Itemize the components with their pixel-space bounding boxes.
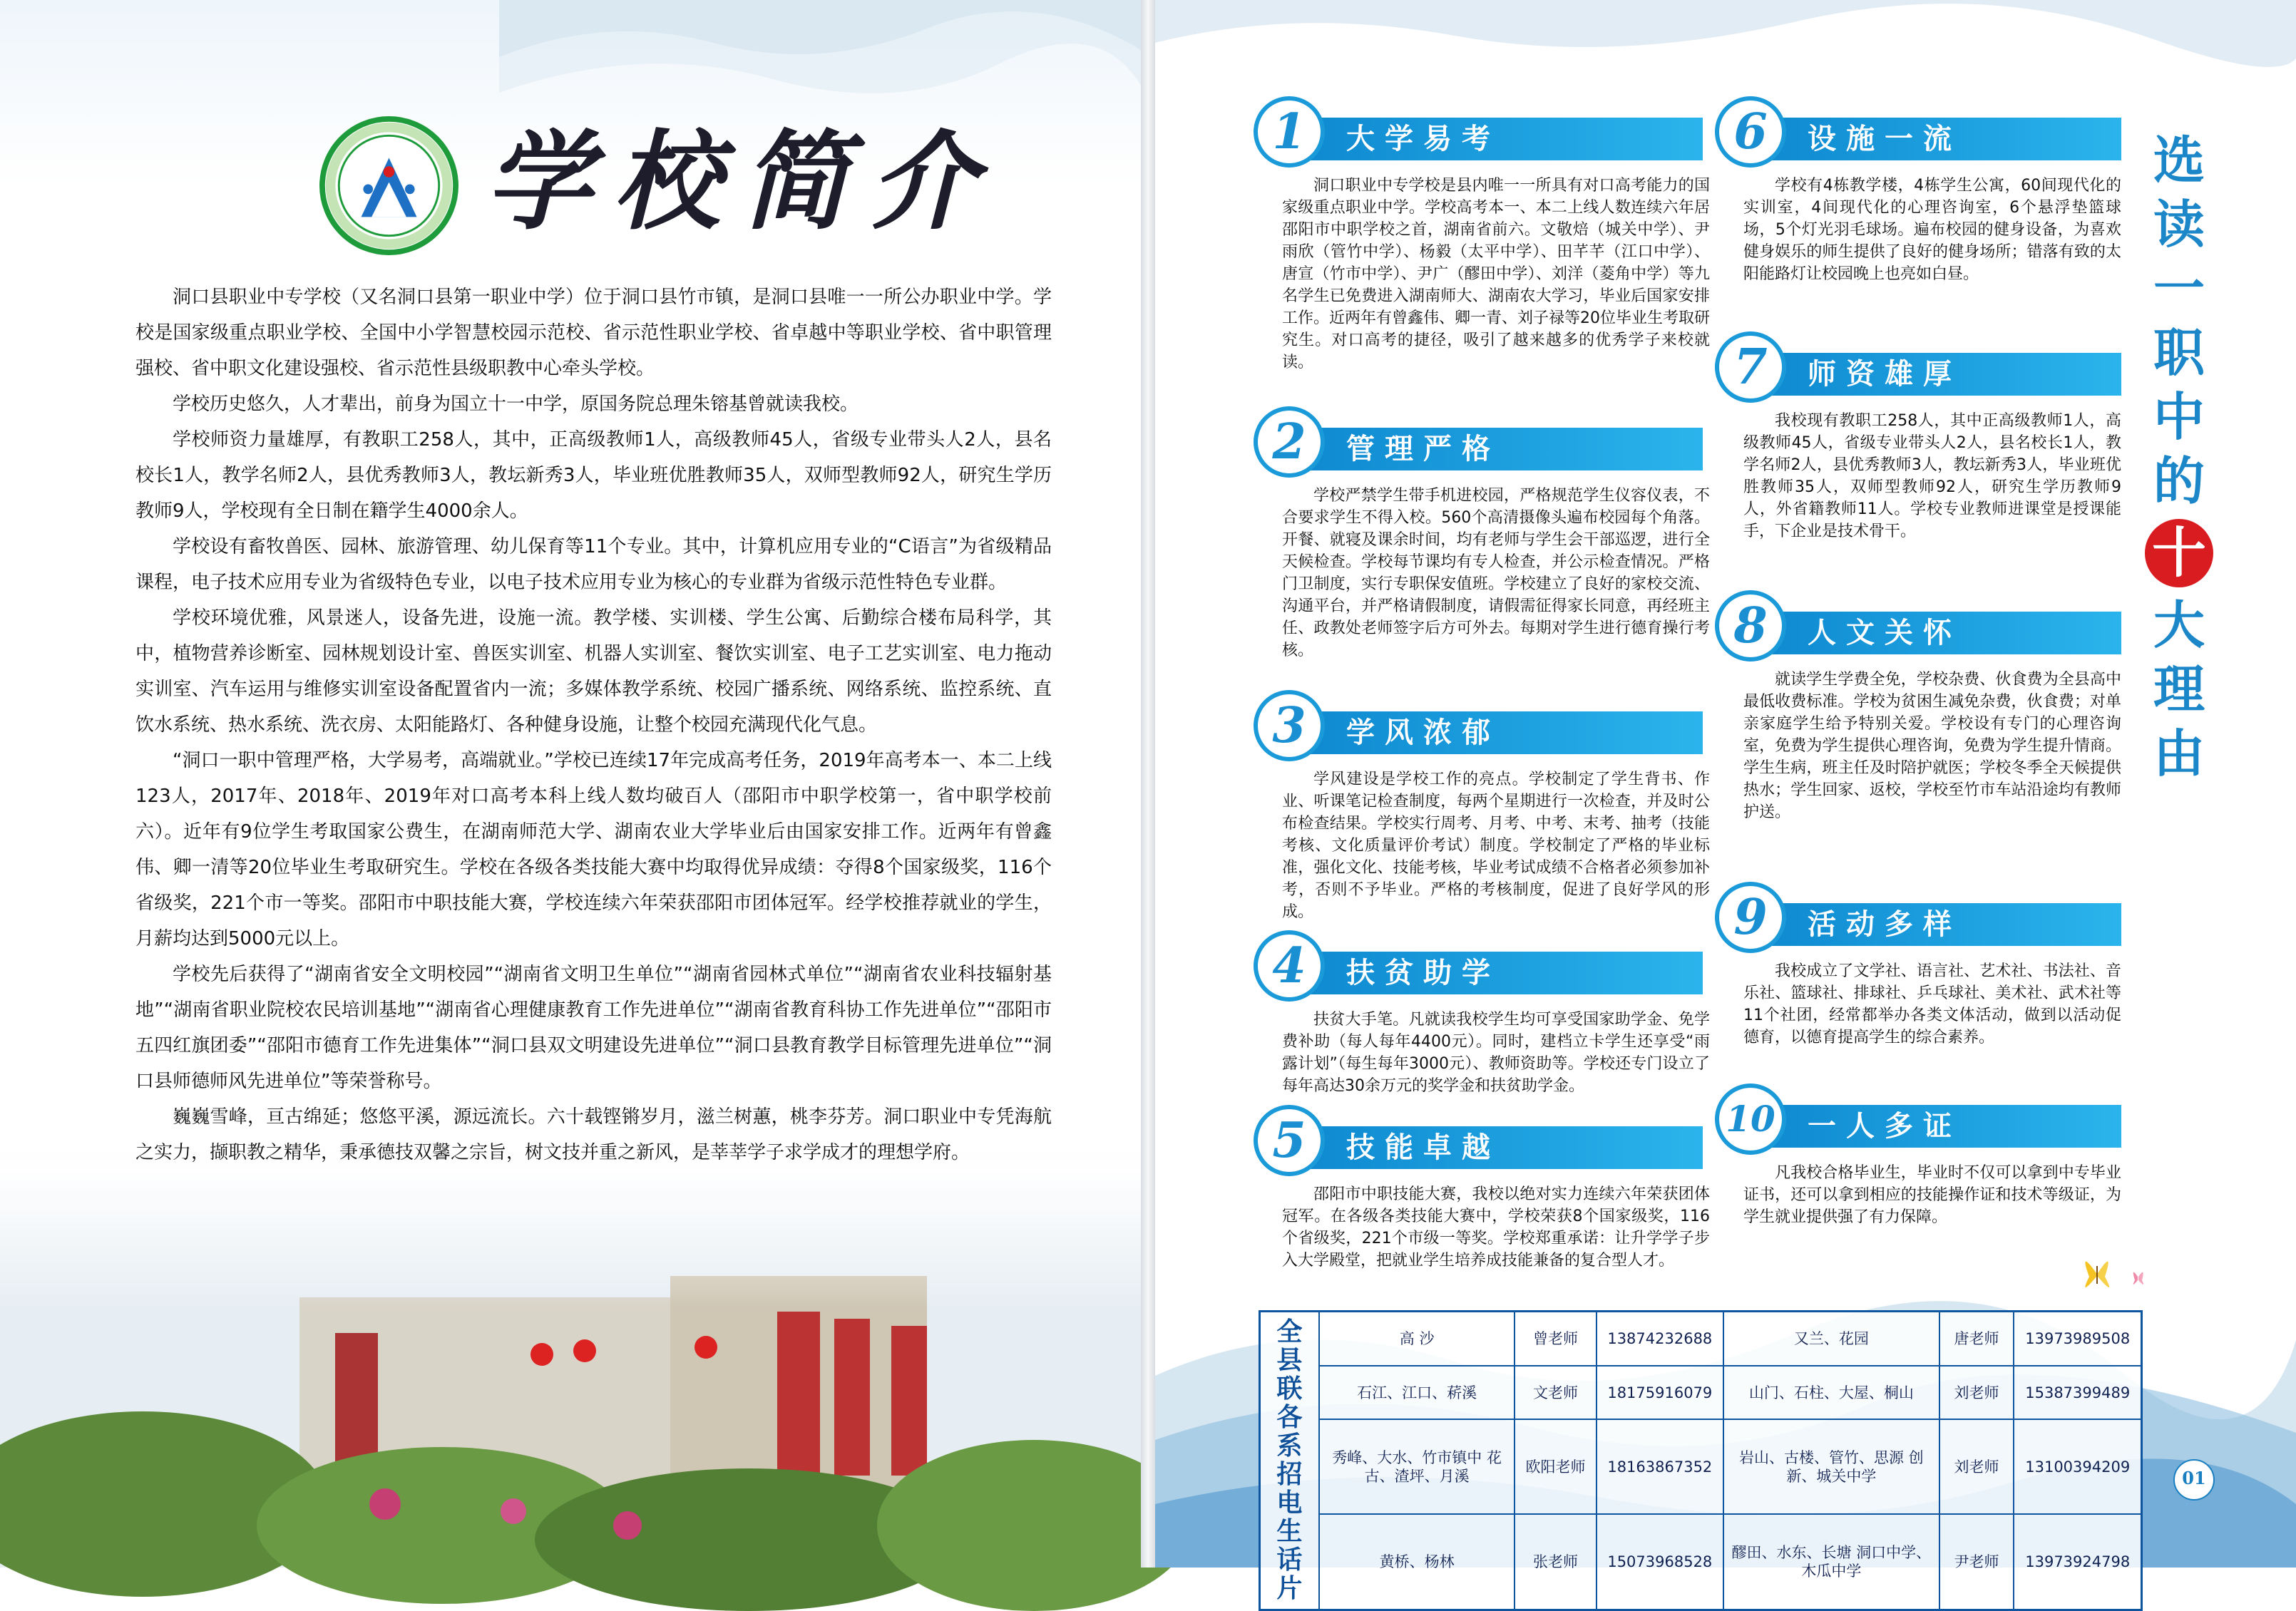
- section-body: 就读学生学费全免，学校杂费、伙食费为全县高中最低收费标准。学校为贫困生减免杂费，伙食费；对单亲家庭学生给予特别关爱。学校设有专门的心理咨询室，免费为学生提供心理咨询，免费为学生提升情商。学生生病，班主任及时陪护就医；学校冬季全天候提供热水；学生回家、返校，学校至竹市车站沿途均有教师护送。: [1743, 671, 2121, 821]
- table-label-char: 片: [1276, 1574, 1303, 1603]
- table-cell-area: 又兰、花园: [1723, 1312, 1939, 1366]
- reason-section-2: [1254, 406, 1710, 662]
- section-title: 设施一流: [1808, 122, 1962, 155]
- section-number-badge: [1254, 930, 1325, 1002]
- table-cell-area: 黄桥、杨林: [1319, 1514, 1515, 1610]
- reason-section-4: [1254, 930, 1710, 1097]
- table-label-char: 县: [1276, 1346, 1303, 1375]
- vertical-heading-char: 一: [2153, 259, 2205, 319]
- right-page: [1155, 0, 2296, 1603]
- section-number-badge: [1254, 1105, 1325, 1176]
- section-number: 2: [1272, 413, 1306, 470]
- section-number: 3: [1272, 697, 1306, 754]
- reason-section-3: [1254, 690, 1710, 923]
- table-cell-phone: 13973989508: [2014, 1312, 2141, 1366]
- section-body: 凡我校合格毕业生，毕业时不仅可以拿到中专毕业证书，还可以拿到相应的技能操作证和技术等级证，为学生就业提供强了有力保障。: [1743, 1164, 2121, 1226]
- intro-paragraph: 学校师资力量雄厚，有教职工258人，其中，正高级教师1人，高级教师45人，省级专业带头人2人，县名校长1人，教学名师2人，县优秀教师3人，教坛新秀3人，毕业班优胜教师35人，双师型教师92人，研究生学历教师9人，学校现有全日制在籍学生4000余人。: [135, 429, 1052, 522]
- table-cell-phone: 18163867352: [1597, 1419, 1724, 1514]
- vertical-heading-char: 选: [2153, 130, 2205, 190]
- reason-section-1: [1254, 96, 1710, 374]
- section-number-badge: [1715, 882, 1786, 953]
- section-body: 学校有4栋教学楼，4栋学生公寓，60间现代化的实训室，4间现代化的心理咨询室，6个悬浮垫篮球场，5个灯光羽毛球场。遍布校园的健身设备，为喜欢健身娱乐的师生提供了良好的健身场所；错落有致的太阳能路灯让校园晚上也亮如白昼。: [1743, 177, 2121, 283]
- section-number-badge: [1715, 331, 1786, 403]
- page-title: 学校简介: [485, 119, 999, 245]
- vertical-heading-char: 大: [2153, 595, 2205, 655]
- section-number-badge: [1715, 590, 1786, 662]
- page-number: 01: [2173, 1459, 2215, 1501]
- section-header: [1715, 1084, 2121, 1155]
- vertical-heading-char: 的: [2153, 451, 2205, 511]
- intro-paragraph: 巍巍雪峰，亘古绵延；悠悠平溪，源远流长。六十载铿锵岁月，滋兰树蕙，桃李芬芳。洞口职业中专凭海航之实力，撷职教之精华，秉承德技双馨之宗旨，树文技并重之新风，是莘莘学子求学成才的理想学府。: [135, 1106, 1052, 1163]
- section-number: 8: [1733, 597, 1768, 654]
- table-label-char: 话: [1276, 1545, 1303, 1575]
- intro-paragraph: 学校先后获得了“湖南省安全文明校园”“湖南省文明卫生单位”“湖南省园林式单位”“湖南省农业科技辐射基地”“湖南省职业院校农民培训基地”“湖南省心理健康教育工作先进单位”“湖南省教育科协工作先进单位”“邵阳市五四红旗团委”“邵阳市德育工作先进集体”“洞口县双文明建设先进单位”“洞口县教育教学目标管理先进单位”“洞口县师德师风先进单位”等荣誉称号。: [135, 964, 1052, 1092]
- intro-paragraph: 学校设有畜牧兽医、园林、旅游管理、幼儿保育等11个专业。其中，计算机应用专业的“C语言”为省级精品课程，电子技术应用专业为省级特色专业，以电子技术应用专业为核心的专业群为省级示范性特色专业群。: [135, 536, 1052, 593]
- vertical-heading-char: 由: [2153, 724, 2205, 783]
- table-row: [1260, 1514, 2142, 1610]
- table-cell-teacher: 唐老师: [1939, 1312, 2014, 1366]
- section-number-badge: [1254, 96, 1325, 168]
- table-cell-phone: 13100394209: [2014, 1419, 2141, 1514]
- section-number: 6: [1733, 103, 1768, 160]
- campus-photo: [0, 1169, 1141, 1568]
- section-title: 一人多证: [1808, 1109, 1962, 1143]
- section-body: 我校现有教职工258人，其中正高级教师1人，高级教师45人，省级专业带头人2人，县名校长1人，教学名师2人，县优秀教师3人，教坛新秀3人，毕业班优胜教师35人，双师型教师92人，研究生学历教师9人，外省籍教师11人。学校专业教师进课堂是授课能手，下企业是技术骨干。: [1743, 412, 2121, 540]
- section-body: 学风建设是学校工作的亮点。学校制定了学生背书、作业、听课笔记检查制度，每两个星期进行一次检查，并及时公布检查结果。学校实行周考、月考、中考、末考、抽考（技能考核、文化质量评价考试）制度。学校制定了严格的毕业标准，强化文化、技能考核，毕业考试成绩不合格者必须参加补考，否则不予毕业。严格的考核制度，促进了良好学风的形成。: [1282, 771, 1710, 921]
- vertical-heading-char: 读: [2153, 195, 2205, 254]
- intro-paragraph: 学校历史悠久，人才辈出，前身为国立十一中学，原国务院总理朱镕基曾就读我校。: [173, 393, 859, 415]
- section-number: 7: [1733, 339, 1768, 396]
- table-cell-area: 岩山、古楼、管竹、思源 创新、城关中学: [1723, 1419, 1939, 1514]
- section-body: 学校严禁学生带手机进校园，严格规范学生仪容仪表，不合要求学生不得入校。560个高清摄像头遍布校园每个角落。开餐、就寝及课余时间，均有老师与学生会干部巡逻，进行全天候检查。学校每节课均有专人检查，并公示检查情况。严格门卫制度，实行专职保安值班。学校建立了良好的家校交流、沟通平台，并严格请假制度，请假需征得家长同意，再经班主任、政教处老师签字后方可外去。每期对学生进行德育操行考核。: [1282, 487, 1710, 659]
- table-label-char: 招: [1276, 1460, 1303, 1489]
- table-cell-teacher: 张老师: [1515, 1514, 1596, 1610]
- section-title: 人文关怀: [1808, 616, 1962, 649]
- ten-badge: 十: [2145, 519, 2213, 587]
- section-header: [1715, 331, 2121, 403]
- table-cell-teacher: 欧阳老师: [1515, 1419, 1596, 1514]
- reason-section-9: [1715, 882, 2121, 1049]
- section-header: [1715, 882, 2121, 953]
- table-cell-area: 醪田、水东、长塘 洞口中学、木瓜中学: [1723, 1514, 1939, 1610]
- section-number: 1: [1272, 103, 1306, 160]
- table-cell-area: 高 沙: [1319, 1312, 1515, 1366]
- table-row: [1260, 1312, 2142, 1366]
- section-number: 9: [1733, 889, 1768, 946]
- reason-section-10: [1715, 1084, 2121, 1228]
- section-title: 学风浓郁: [1346, 716, 1500, 749]
- table-cell-phone: 15073968528: [1597, 1514, 1724, 1610]
- school-logo-icon: [319, 116, 458, 255]
- butterfly-icon: [2075, 1245, 2153, 1302]
- reason-section-6: [1715, 96, 2121, 285]
- table-cell-area: 石江、江口、菥溪: [1319, 1366, 1515, 1419]
- vertical-heading-char: 中: [2153, 387, 2205, 447]
- table-row: [1260, 1419, 2142, 1514]
- table-cell-teacher: 文老师: [1515, 1366, 1596, 1419]
- section-header: [1715, 96, 2121, 168]
- section-number-badge: [1715, 1084, 1786, 1155]
- section-header: [1715, 590, 2121, 662]
- table-label-char: 各: [1276, 1403, 1303, 1432]
- intro-paragraph: 学校环境优雅，风景迷人，设备先进，设施一流。教学楼、实训楼、学生公寓、后勤综合楼布局科学，其中，植物营养诊断室、园林规划设计室、兽医实训室、机器人实训室、餐饮实训室、电子工艺实训室、电力拖动实训室、汽车运用与维修实训室设备配置省内一流；多媒体教学系统、校园广播系统、网络系统、监控系统、直饮水系统、热水系统、洗衣房、太阳能路灯、各种健身设施，让整个校园充满现代化气息。: [135, 607, 1052, 736]
- section-title: 扶贫助学: [1346, 956, 1500, 989]
- table-label-char: 系: [1276, 1431, 1303, 1461]
- left-page: [0, 0, 1141, 1568]
- section-header: [1254, 1105, 1710, 1176]
- mountain-decoration-top: [1155, 0, 2296, 86]
- table-label-char: 全: [1276, 1317, 1303, 1347]
- table-cell-teacher: 刘老师: [1939, 1366, 2014, 1419]
- section-header: [1254, 96, 1710, 168]
- contact-table: [1259, 1310, 2143, 1611]
- table-label-char: 电: [1276, 1488, 1303, 1518]
- section-header: [1254, 690, 1710, 761]
- section-body: 扶贫大手笔。凡就读我校学生均可享受国家助学金、免学费补助（每人每年4400元）。同时，建档立卡学生还享受“雨露计划”（每生每年3000元）、教师资助等。学校还专门设立了每年高达30余万元的奖学金和扶贫助学金。: [1282, 1011, 1710, 1095]
- section-number-badge: [1715, 96, 1786, 168]
- section-number: 4: [1272, 937, 1306, 994]
- section-title: 师资雄厚: [1808, 357, 1962, 391]
- reason-section-8: [1715, 590, 2121, 823]
- intro-paragraph: 洞口县职业中专学校（又名洞口县第一职业中学）位于洞口县竹市镇，是洞口县唯一一所公办职业中学。学校是国家级重点职业学校、全国中小学智慧校园示范校、省示范性职业学校、省卓越中等职业学校、省中职管理强校、省中职文化建设强校、省示范性县级职教中心牵头学校。: [135, 287, 1052, 379]
- section-header: [1254, 930, 1710, 1002]
- vertical-heading-char: 理: [2153, 659, 2205, 719]
- table-cell-area: 秀峰、大水、竹市镇中 花古、渣坪、月溪: [1319, 1419, 1515, 1514]
- table-label-char: 生: [1276, 1517, 1303, 1546]
- table-cell-phone: 13973924798: [2014, 1514, 2141, 1610]
- reason-section-5: [1254, 1105, 1710, 1272]
- section-body: 洞口职业中专学校是县内唯一一所具有对口高考能力的国家级重点职业中学。学校高考本一、本二上线人数连续六年居邵阳市中职学校之首，湖南省前六。文敬焙（城关中学）、尹雨欣（管竹中学）、杨毅（太平中学）、田芊芊（江口中学）、唐宣（竹市中学）、尹广（醪田中学）、刘洋（菱角中学）等九名学生已免费进入湖南师大、湖南农大学习，毕业后国家安排工作。近两年有曾鑫伟、卿一青、刘子禄等20位毕业生考取研究生。对口高考的捷径，吸引了越来越多的优秀学子来校就读。: [1282, 177, 1710, 371]
- section-number: 5: [1272, 1112, 1306, 1169]
- table-label: [1260, 1312, 1319, 1610]
- table-row: [1260, 1366, 2142, 1419]
- intro-text: [135, 279, 1052, 1170]
- intro-paragraph: “洞口一职中管理严格，大学易考，高端就业。”学校已连续17年完成高考任务，2019年高考本一、本二上线123人，2017年、2018年、2019年对口高考本科上线人数均破百人（邵阳市中职学校第一，省中职学校前六）。近年有9位学生考取国家公费生，在湖南师范大学、湖南农业大学毕业后由国家安排工作。近两年有曾鑫伟、卿一清等20位毕业生考取研究生。学校在各级各类技能大赛中均取得优异成绩：夺得8个国家级奖，116个省级奖，221个市一等奖。邵阳市中职技能大赛，学校连续六年荣获邵阳市团体冠军。经学校推荐就业的学生，月薪均达到5000元以上。: [135, 750, 1052, 949]
- section-number: 10: [1726, 1098, 1775, 1140]
- vertical-heading-char: 职: [2153, 323, 2205, 383]
- section-title: 大学易考: [1346, 122, 1500, 155]
- table-cell-teacher: 曾老师: [1515, 1312, 1596, 1366]
- table-label-char: 联: [1276, 1374, 1303, 1404]
- section-number-badge: [1254, 406, 1325, 478]
- section-body: 邵阳市中职技能大赛，我校以绝对实力连续六年荣获团体冠军。在各级各类技能大赛中，学校荣获8个国家级奖，116个省级奖，221个市级一等奖。学校郑重承诺：让升学学子步入大学殿堂，把就业学生培养成技能兼备的复合型人才。: [1282, 1185, 1710, 1270]
- section-header: [1254, 406, 1710, 478]
- reason-section-7: [1715, 331, 2121, 542]
- table-cell-teacher: 尹老师: [1939, 1514, 2014, 1610]
- page-gutter: [1141, 0, 1155, 1568]
- section-title: 管理严格: [1346, 432, 1500, 465]
- table-cell-teacher: 刘老师: [1939, 1419, 2014, 1514]
- section-body: 我校成立了文学社、语言社、艺术社、书法社、音乐社、篮球社、排球社、乒乓球社、美术社、武术社等11个社团，经常都举办各类文体活动，做到以活动促德育，以德育提高学生的综合素养。: [1743, 962, 2121, 1046]
- table-cell-phone: 15387399489: [2014, 1366, 2141, 1419]
- table-cell-area: 山门、石柱、大屋、桐山: [1723, 1366, 1939, 1419]
- vertical-heading: [2145, 128, 2213, 786]
- section-title: 活动多样: [1808, 907, 1962, 941]
- section-number-badge: [1254, 690, 1325, 761]
- table-cell-phone: 18175916079: [1597, 1366, 1724, 1419]
- table-cell-phone: 13874232688: [1597, 1312, 1724, 1366]
- section-title: 技能卓越: [1346, 1131, 1500, 1164]
